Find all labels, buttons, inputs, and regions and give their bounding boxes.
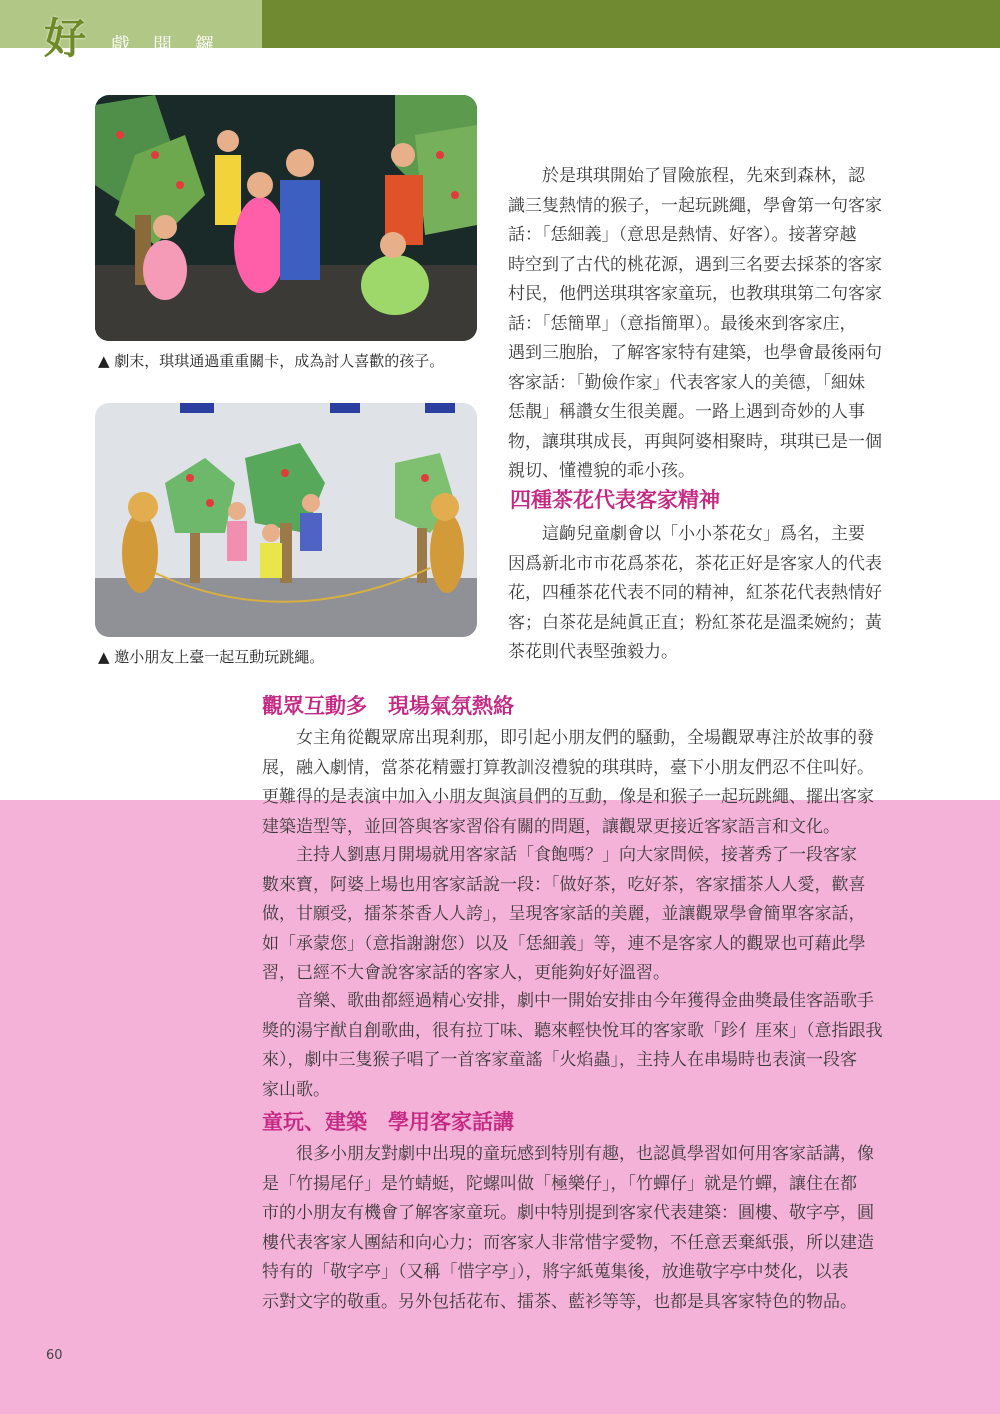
photo-jump-rope (95, 403, 477, 637)
text-line: 如「承蒙您」（意指謝謝您）以及「恁細義」等，連不是客家人的觀眾也可藉此學 (262, 933, 866, 954)
photo-caption-2: ▲ 邀小朋友上臺一起互動玩跳繩。 (98, 648, 325, 666)
text-line: 是「竹揚尾仔」是竹蜻蜓，陀螺叫做「極樂仔」，「竹蟬仔」就是竹蟬，讓住在都 (262, 1173, 857, 1194)
text-line: 這齣兒童劇會以「小小茶花女」爲名，主要 (542, 524, 865, 544)
text-line: 親切、懂禮貌的乖小孩。 (508, 461, 695, 481)
text-line: 物，讓琪琪成長，再與阿婆相聚時，琪琪已是一個 (508, 431, 882, 452)
text-line: 音樂、歌曲都經過精心安排，劇中一開始安排由今年獲得金曲獎最佳客語歌手 (296, 991, 874, 1011)
text-line: 茶花則代表堅強毅力。 (508, 642, 678, 662)
text-line: 家山歌。 (262, 1079, 330, 1100)
text-line: 時空到了古代的桃花源，遇到三名要去採茶的客家 (508, 254, 882, 275)
heading-toys-architecture: 童玩、建築 學用客家話講 (262, 1110, 514, 1134)
text-line: 數來寶，阿婆上場也用客家話說一段：「做好茶，吃好茶，客家擂茶人人愛，歡喜 (262, 874, 866, 895)
text-line: 習，已經不大會說客家話的客家人，更能夠好好溫習。 (262, 963, 670, 983)
photo-stage-finale (95, 95, 477, 341)
text-line: 遇到三胞胎，了解客家特有建築，也學會最後兩句 (508, 343, 882, 363)
text-line: 更難得的是表演中加入小朋友與演員們的互動，像是和猴子一起玩跳繩、擺出客家 (262, 787, 874, 807)
text-line: 主持人劉惠月開場就用客家話「食飽嗎？」向大家問候，接著秀了一段客家 (296, 845, 857, 865)
text-line: 因爲新北市市花爲茶花，茶花正好是客家人的代表 (508, 553, 882, 574)
text-line: 來），劇中三隻猴子唱了一首客家童謠「火焰蟲」，主持人在串場時也表演一段客 (262, 1050, 857, 1070)
right-column-paragraph-1 (508, 162, 906, 487)
heading-four-camellias: 四種茶花代表客家精神 (510, 488, 720, 512)
header-big-char: 好 (44, 14, 87, 63)
text-line: 客家話：「勤儉作家」代表客家人的美德，「細妹 (508, 372, 865, 393)
text-line: 識三隻熱情的猴子，一起玩跳繩，學會第一句客家 (508, 195, 882, 216)
text-line: 客；白茶花是純眞正直；粉紅茶花是溫柔婉約；黃 (508, 612, 882, 633)
section1-paragraph-1 (262, 724, 912, 842)
right-column-paragraph-2 (508, 520, 906, 668)
section2-paragraph-1 (262, 1140, 912, 1317)
text-line: 獎的湯宇猷自創歌曲，很有拉丁味、聽來輕快悅耳的客家歌「跈亻厓來」（意指跟我 (262, 1020, 883, 1041)
text-line: 話：「恁細義」（意思是熱情、好客）。接著穿越 (508, 225, 857, 245)
page-number: 60 (46, 1348, 63, 1363)
header-bar-dark (262, 0, 1000, 48)
section-header-title (44, 14, 217, 63)
header-small-chars: ．戲．開．鑼 (90, 34, 217, 56)
text-line: 建築造型等，並回答與客家習俗有關的問題，讓觀眾更接近客家語言和文化。 (262, 816, 840, 837)
text-line: 展，融入劇情，當茶花精靈打算教訓沒禮貌的琪琪時，臺下小朋友們忍不住叫好。 (262, 757, 874, 778)
section1-paragraph-2 (262, 841, 912, 989)
text-line: 市的小朋友有機會了解客家童玩。劇中特別提到客家代表建築：圓樓、敬字亭，圓 (262, 1203, 874, 1223)
text-line: 很多小朋友對劇中出現的童玩感到特別有趣，也認眞學習如何用客家話講，像 (296, 1144, 874, 1164)
text-line: 樓代表客家人團結和向心力；而客家人非常惜字愛物，不任意丟棄紙張，所以建造 (262, 1232, 874, 1253)
text-line: 示對文字的敬重。另外包括花布、擂茶、藍衫等等，也都是具客家特色的物品。 (262, 1291, 857, 1312)
heading-audience-interaction: 觀眾互動多 現場氣氛熱絡 (262, 694, 514, 718)
text-line: 女主角從觀眾席出現剎那，即引起小朋友們的騷動，全場觀眾專注於故事的發 (296, 728, 874, 748)
text-line: 做，甘願受，擂茶茶香人人誇」，呈現客家話的美麗，並讓觀眾學會簡單客家話， (262, 904, 866, 924)
photo-caption-1: ▲ 劇末，琪琪通過重重關卡，成為討人喜歡的孩子。 (98, 352, 445, 370)
text-line: 花，四種茶花代表不同的精神，紅茶花代表熱情好 (508, 583, 882, 603)
text-line: 恁靚」稱讚女生很美麗。一路上遇到奇妙的人事 (508, 402, 865, 422)
text-line: 話：「恁簡單」（意指簡單）。最後來到客家庄， (508, 313, 857, 334)
text-line: 村民，他們送琪琪客家童玩，也教琪琪第二句客家 (508, 284, 882, 304)
text-line: 於是琪琪開始了冒險旅程，先來到森林，認 (542, 166, 865, 186)
text-line: 特有的「敬字亭」（又稱「惜字亭」），將字紙蒐集後，放進敬字亭中焚化，以表 (262, 1262, 849, 1282)
section1-paragraph-3 (262, 987, 912, 1105)
